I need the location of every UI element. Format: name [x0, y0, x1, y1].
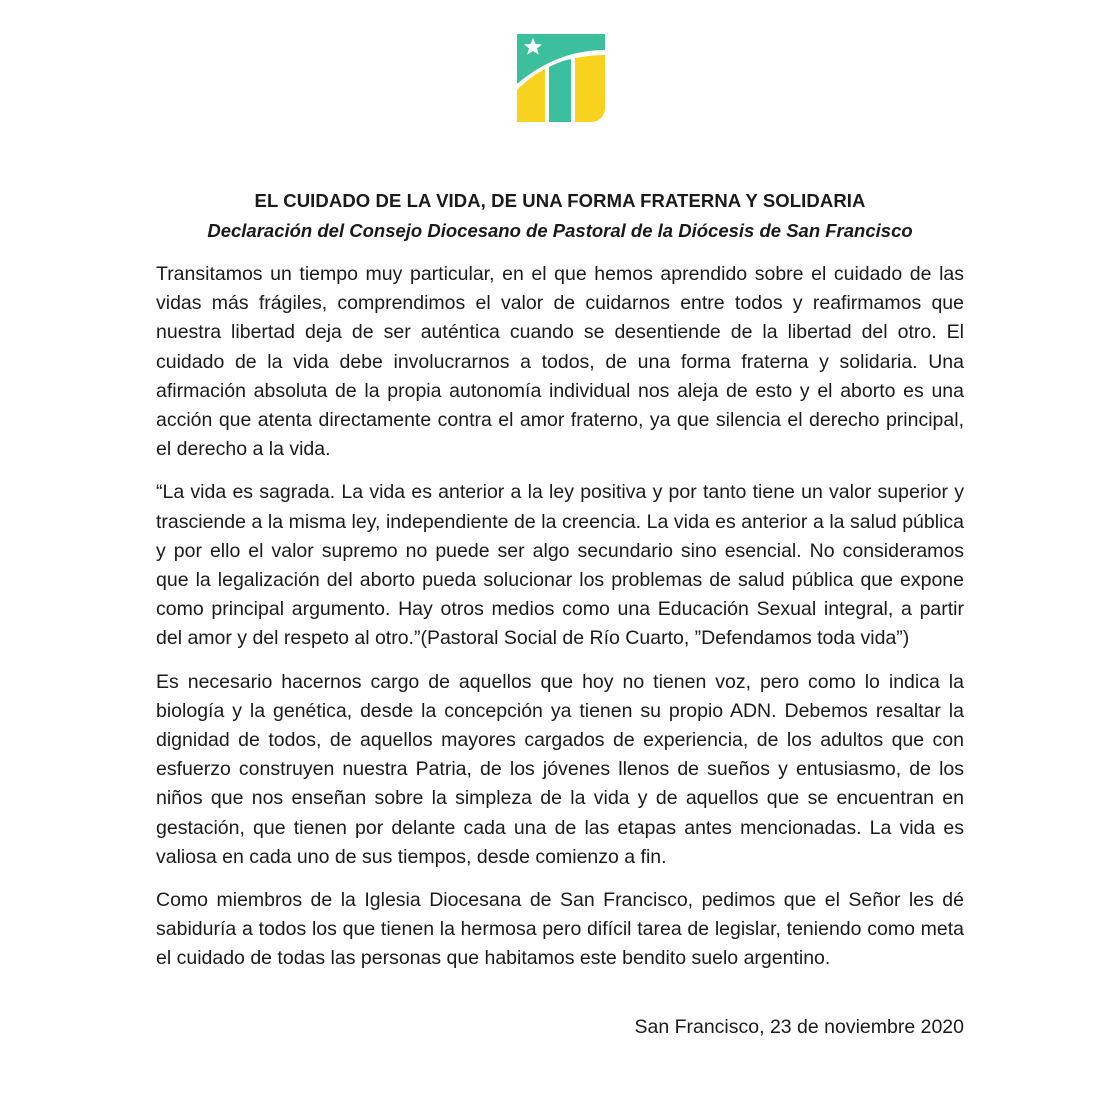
- document-body: [156, 260, 964, 988]
- document-title: EL CUIDADO DE LA VIDA, DE UNA FORMA FRATERNA Y SOLIDARIA: [254, 190, 866, 211]
- document-subtitle: Declaración del Consejo Diocesano de Pastoral de la Diócesis de San Francisco: [207, 220, 913, 241]
- paragraph-2: “La vida es sagrada. La vida es anterior a la ley positiva y por tanto tiene un valor superior y trasciende a la misma ley, independiente de la creencia. La vida es anterior a la salud pública y por ello el valor supremo no puede ser algo secundario sino esencial. No consideramos que la legalización del aborto pueda solucionar los problemas de salud pública que expone como principal argumento. Hay otros medios como una Educación Sexual integral, a partir del amor y del respeto al otro.”(Pastoral Social de Río Cuarto, ”Defendamos toda vida”): [156, 481, 964, 650]
- paragraph-3: Es necesario hacernos cargo de aquellos que hoy no tienen voz, pero como lo indica la biología y la genética, desde la concepción ya tienen su propio ADN. Debemos resaltar la dignidad de todos, de aquellos mayores cargados de experiencia, de los adultos que con esfuerzo construyen nuestra Patria, de los jóvenes llenos de sueños y entusiasmo, de los niños que nos enseñan sobre la simpleza de la vida y de aquellos que se encuentran en gestación, que tienen por delante cada una de las etapas antes mencionadas. La vida es valiosa en cada uno de sus tiempos, desde comienzo a fin.: [156, 670, 964, 868]
- paragraph-4: Como miembros de la Iglesia Diocesana de San Francisco, pedimos que el Señor les dé sabiduría a todos los que tienen la hermosa pero difícil tarea de legislar, teniendo como meta el cuidado de todas las personas que habitamos este bendito suelo argentino.: [156, 889, 964, 970]
- paragraph-1: Transitamos un tiempo muy particular, en el que hemos aprendido sobre el cuidado de las vidas más frágiles, comprendimos el valor de cuidarnos entre todos y reafirmamos que nuestra libertad deja de ser auténtica cuando se desentiende de la libertad del otro. El cuidado de la vida debe involucrarnos a todos, de una forma fraterna y solidaria. Una afirmación absoluta de la propia autonomía individual nos aleja de esto y el aborto es una acción que atenta directamente contra el amor fraterno, ya que silencia el derecho principal, el derecho a la vida.: [156, 263, 964, 461]
- diocese-logo-icon: [515, 32, 607, 124]
- date-line: San Francisco, 23 de noviembre 2020: [634, 1016, 964, 1038]
